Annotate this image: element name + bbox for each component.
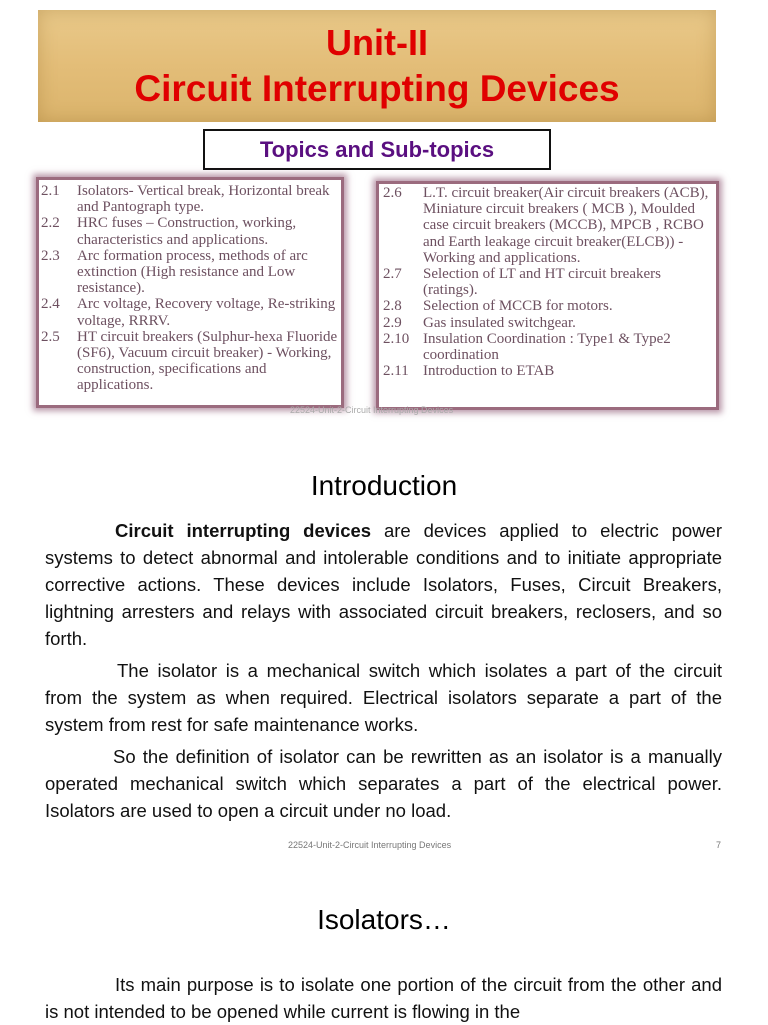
topic-number: 2.6	[383, 185, 402, 201]
paragraph-text: are devices applied to electric power systems to detect abnormal and intolerable conditions and to initiate appropriate corrective actions. These devices include Isolators, Fuses, Circuit Breakers, lightning arresters and relays with associated circuit breakers, reclosers, and so forth.	[45, 520, 722, 649]
topic-text: Isolators- Vertical break, Horizontal break and Pantograph type.	[77, 183, 330, 216]
isolators-heading: Isolators…	[317, 904, 451, 935]
topic-number: 2.1	[41, 183, 60, 199]
unit-title: Unit-II	[326, 22, 428, 63]
topics-panel-left	[36, 177, 344, 408]
intro-paragraph-2: The isolator is a mechanical switch which isolates a part of the circuit from the system as when required. Electrical isolators separate a part of the system from rest for safe maintenance works.	[45, 660, 722, 735]
topic-number: 2.7	[383, 266, 402, 283]
page-number: 7	[716, 840, 722, 850]
topic-item	[383, 298, 714, 314]
topic-text: HT circuit breakers (Sulphur-hexa Fluoride (SF6), Vacuum circuit breaker) - Working, construction, specifications and applications.	[77, 328, 338, 394]
topic-number: 2.2	[41, 215, 60, 232]
title-banner	[38, 10, 716, 122]
topic-item	[383, 266, 714, 298]
topic-item	[41, 329, 339, 394]
topic-text: Selection of MCCB for motors.	[423, 298, 613, 315]
slide-footer: 22524-Unit-2-Circuit Interrupting Devices	[290, 405, 454, 415]
topic-number: 2.11	[383, 363, 409, 380]
isolators-paragraph-1: Its main purpose is to isolate one portion of the circuit from the other and is not intended to be opened while current is flowing in the	[45, 974, 722, 1022]
intro-paragraph-3: So the definition of isolator can be rewritten as an isolator is a manually operated mechanical switch which separates a part of the electrical power. Isolators are used to open a circuit under no load.	[45, 746, 722, 821]
unit-subtitle: Circuit Interrupting Devices	[134, 68, 620, 109]
topic-item	[41, 183, 339, 215]
intro-paragraph-1	[45, 517, 722, 652]
topics-heading: Topics and Sub-topics	[259, 137, 495, 162]
bold-term: Circuit interrupting devices	[115, 520, 372, 541]
slide-footer: 22524-Unit-2-Circuit Interrupting Devices	[288, 840, 452, 850]
topic-item	[383, 315, 714, 331]
topic-number: 2.4	[41, 296, 60, 313]
topics-heading-box	[203, 129, 551, 170]
topic-text: Arc voltage, Recovery voltage, Re-striking voltage, RRRV.	[77, 296, 336, 329]
topic-item	[41, 248, 339, 297]
topic-item	[383, 331, 714, 363]
topics-panel-right	[376, 181, 719, 410]
topic-text: Selection of LT and HT circuit breakers (ratings).	[423, 266, 661, 299]
topic-item	[41, 296, 339, 328]
topic-number: 2.8	[383, 298, 402, 315]
topic-item	[383, 363, 714, 379]
topic-text: L.T. circuit breaker(Air circuit breakers (ACB), Miniature circuit breakers ( MCB ), Moulded case circuit breakers (MCCB), MPCB , RCBO and Earth leakage circuit breaker(ELCB)) - Working and applications.	[423, 185, 709, 266]
topic-number: 2.10	[383, 330, 410, 347]
topic-number: 2.5	[41, 328, 60, 345]
topic-text: Gas insulated switchgear.	[423, 314, 576, 331]
topic-text: Insulation Coordination : Type1 & Type2 coordination	[423, 330, 671, 364]
topic-item	[383, 185, 714, 266]
topic-text: Arc formation process, methods of arc extinction (High resistance and Low resistance).	[77, 247, 308, 297]
topic-item	[41, 215, 339, 247]
topic-text: HRC fuses – Construction, working, characteristics and applications.	[77, 215, 297, 248]
topic-number: 2.3	[41, 247, 60, 264]
introduction-heading: Introduction	[310, 470, 458, 501]
topic-number: 2.9	[383, 314, 402, 331]
topic-text: Introduction to ETAB	[423, 363, 555, 380]
